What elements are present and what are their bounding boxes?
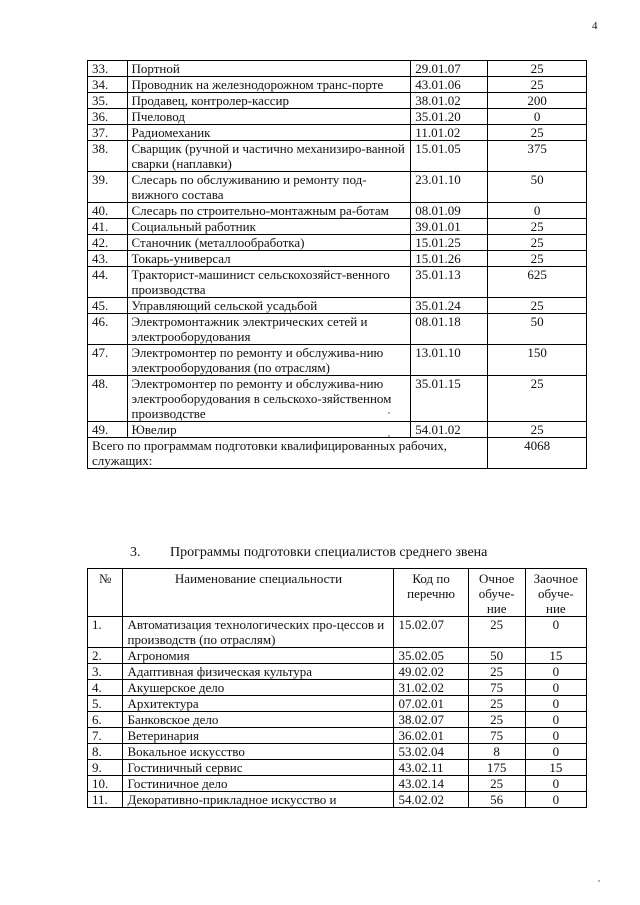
row-number: 9.	[88, 760, 123, 776]
table-row	[88, 267, 587, 298]
section-title: Программы подготовки специалистов среднего звена	[170, 545, 488, 560]
specialty-name: Архитектура	[123, 696, 394, 712]
specialty-code: 43.02.14	[394, 776, 468, 792]
table-row	[88, 93, 587, 109]
profession-code: 08.01.09	[411, 203, 488, 219]
table-row	[88, 712, 587, 728]
table-row	[88, 422, 587, 438]
table-row	[88, 251, 587, 267]
specialty-code: 15.02.07	[394, 617, 468, 648]
profession-name: Слесарь по строительно-монтажным ра-ботам	[127, 203, 411, 219]
table-row	[88, 345, 587, 376]
admission-count: 375	[488, 141, 587, 172]
table-row	[88, 760, 587, 776]
admission-count: 25	[488, 422, 587, 438]
row-number: 37.	[88, 125, 128, 141]
profession-name: Тракторист-машинист сельскохозяйст-венного производства	[127, 267, 411, 298]
fulltime-count: 75	[468, 728, 525, 744]
fulltime-count: 25	[468, 776, 525, 792]
parttime-count: 0	[525, 792, 586, 808]
fulltime-count: 25	[468, 712, 525, 728]
admission-count: 25	[488, 125, 587, 141]
profession-code: 35.01.24	[411, 298, 488, 314]
total-value: 4068	[488, 438, 587, 469]
table-row	[88, 617, 587, 648]
admission-count: 25	[488, 219, 587, 235]
admission-count: 25	[488, 298, 587, 314]
page-number: 4	[592, 20, 598, 32]
row-number: 46.	[88, 314, 128, 345]
parttime-count: 0	[525, 744, 586, 760]
table-row	[88, 77, 587, 93]
table-row	[88, 664, 587, 680]
specialty-name: Вокальное искусство	[123, 744, 394, 760]
specialty-code: 38.02.07	[394, 712, 468, 728]
profession-code: 13.01.10	[411, 345, 488, 376]
profession-code: 54.01.02	[411, 422, 488, 438]
parttime-count: 15	[525, 760, 586, 776]
row-number: 47.	[88, 345, 128, 376]
table-row	[88, 235, 587, 251]
profession-code: 38.01.02	[411, 93, 488, 109]
profession-code: 08.01.18	[411, 314, 488, 345]
table-total-row	[88, 438, 587, 469]
profession-code: 11.01.02	[411, 125, 488, 141]
row-number: 34.	[88, 77, 128, 93]
profession-name: Станочник (металлообработка)	[127, 235, 411, 251]
header-code: Код по перечню	[394, 569, 468, 617]
table-row	[88, 172, 587, 203]
profession-name: Управляющий сельской усадьбой	[127, 298, 411, 314]
specialty-name: Декоративно-прикладное искусство и	[123, 792, 394, 808]
profession-name: Электромонтажник электрических сетей и электрооборудования	[127, 314, 411, 345]
specialists-programs-table	[87, 568, 587, 808]
specialty-code: 54.02.02	[394, 792, 468, 808]
specialty-name: Акушерское дело	[123, 680, 394, 696]
admission-count: 25	[488, 235, 587, 251]
fulltime-count: 56	[468, 792, 525, 808]
specialty-code: 53.02.04	[394, 744, 468, 760]
admission-count: 150	[488, 345, 587, 376]
scan-dot	[388, 412, 390, 414]
table-row	[88, 680, 587, 696]
parttime-count: 0	[525, 776, 586, 792]
specialty-name: Агрономия	[123, 648, 394, 664]
table-header-row	[88, 569, 587, 617]
profession-name: Портной	[127, 61, 411, 77]
profession-code: 15.01.05	[411, 141, 488, 172]
table-row	[88, 109, 587, 125]
row-number: 44.	[88, 267, 128, 298]
profession-code: 43.01.06	[411, 77, 488, 93]
row-number: 42.	[88, 235, 128, 251]
specialty-code: 07.02.01	[394, 696, 468, 712]
specialty-name: Банковское дело	[123, 712, 394, 728]
table-row	[88, 376, 587, 422]
admission-count: 25	[488, 77, 587, 93]
profession-code: 39.01.01	[411, 219, 488, 235]
table-row	[88, 728, 587, 744]
header-fulltime: Очное обуче-ние	[468, 569, 525, 617]
row-number: 38.	[88, 141, 128, 172]
section-number: 3.	[130, 545, 141, 560]
fulltime-count: 175	[468, 760, 525, 776]
table-row	[88, 792, 587, 808]
specialty-code: 35.02.05	[394, 648, 468, 664]
header-num: №	[88, 569, 123, 617]
row-number: 48.	[88, 376, 128, 422]
row-number: 40.	[88, 203, 128, 219]
fulltime-count: 25	[468, 664, 525, 680]
table-row	[88, 314, 587, 345]
admission-count: 50	[488, 314, 587, 345]
admission-count: 25	[488, 61, 587, 77]
table-row	[88, 219, 587, 235]
fulltime-count: 50	[468, 648, 525, 664]
profession-code: 35.01.13	[411, 267, 488, 298]
parttime-count: 0	[525, 617, 586, 648]
profession-code: 29.01.07	[411, 61, 488, 77]
specialty-name: Гостиничный сервис	[123, 760, 394, 776]
row-number: 7.	[88, 728, 123, 744]
scan-dot	[598, 880, 600, 882]
profession-name: Пчеловод	[127, 109, 411, 125]
admission-count: 625	[488, 267, 587, 298]
row-number: 33.	[88, 61, 128, 77]
profession-name: Токарь-универсал	[127, 251, 411, 267]
table-row	[88, 696, 587, 712]
row-number: 35.	[88, 93, 128, 109]
admission-count: 50	[488, 172, 587, 203]
row-number: 36.	[88, 109, 128, 125]
specialty-code: 43.02.11	[394, 760, 468, 776]
specialty-name: Адаптивная физическая культура	[123, 664, 394, 680]
row-number: 3.	[88, 664, 123, 680]
specialty-code: 49.02.02	[394, 664, 468, 680]
parttime-count: 0	[525, 728, 586, 744]
row-number: 1.	[88, 617, 123, 648]
admission-count: 0	[488, 203, 587, 219]
profession-code: 35.01.15	[411, 376, 488, 422]
profession-name: Ювелир	[127, 422, 411, 438]
parttime-count: 15	[525, 648, 586, 664]
profession-code: 23.01.10	[411, 172, 488, 203]
profession-name: Проводник на железнодорожном транс-порте	[127, 77, 411, 93]
specialty-code: 36.02.01	[394, 728, 468, 744]
parttime-count: 0	[525, 696, 586, 712]
fulltime-count: 75	[468, 680, 525, 696]
row-number: 4.	[88, 680, 123, 696]
specialty-name: Гостиничное дело	[123, 776, 394, 792]
row-number: 8.	[88, 744, 123, 760]
section-heading	[130, 545, 487, 561]
profession-name: Продавец, контролер-кассир	[127, 93, 411, 109]
parttime-count: 0	[525, 664, 586, 680]
profession-name: Радиомеханик	[127, 125, 411, 141]
table-row	[88, 648, 587, 664]
table-row	[88, 203, 587, 219]
fulltime-count: 8	[468, 744, 525, 760]
admission-count: 0	[488, 109, 587, 125]
admission-count: 25	[488, 251, 587, 267]
total-label: Всего по программам подготовки квалифицированных рабочих, служащих:	[88, 438, 488, 469]
header-name: Наименование специальности	[123, 569, 394, 617]
profession-name: Социальный работник	[127, 219, 411, 235]
row-number: 10.	[88, 776, 123, 792]
table-row	[88, 61, 587, 77]
parttime-count: 0	[525, 680, 586, 696]
row-number: 6.	[88, 712, 123, 728]
admission-count: 25	[488, 376, 587, 422]
row-number: 43.	[88, 251, 128, 267]
fulltime-count: 25	[468, 617, 525, 648]
row-number: 49.	[88, 422, 128, 438]
header-parttime: Заочное обуче-ние	[525, 569, 586, 617]
profession-code: 15.01.25	[411, 235, 488, 251]
specialty-code: 31.02.02	[394, 680, 468, 696]
table-row	[88, 125, 587, 141]
table-row	[88, 141, 587, 172]
row-number: 5.	[88, 696, 123, 712]
admission-count: 200	[488, 93, 587, 109]
fulltime-count: 25	[468, 696, 525, 712]
table-row	[88, 298, 587, 314]
row-number: 45.	[88, 298, 128, 314]
profession-name: Электромонтер по ремонту и обслужива-нию электрооборудования (по отраслям)	[127, 345, 411, 376]
profession-code: 15.01.26	[411, 251, 488, 267]
scan-dot	[388, 435, 390, 437]
profession-code: 35.01.20	[411, 109, 488, 125]
row-number: 41.	[88, 219, 128, 235]
specialty-name: Ветеринария	[123, 728, 394, 744]
row-number: 39.	[88, 172, 128, 203]
profession-name: Слесарь по обслуживанию и ремонту под-вижного состава	[127, 172, 411, 203]
profession-name: Электромонтер по ремонту и обслужива-нию электрооборудования в сельскохо-зяйственном производстве	[127, 376, 411, 422]
parttime-count: 0	[525, 712, 586, 728]
row-number: 11.	[88, 792, 123, 808]
workers-programs-table	[87, 60, 587, 469]
specialty-name: Автоматизация технологических про-цессов и производств (по отраслям)	[123, 617, 394, 648]
profession-name: Сварщик (ручной и частично механизиро-ванной сварки (наплавки)	[127, 141, 411, 172]
table-row	[88, 744, 587, 760]
row-number: 2.	[88, 648, 123, 664]
table-row	[88, 776, 587, 792]
